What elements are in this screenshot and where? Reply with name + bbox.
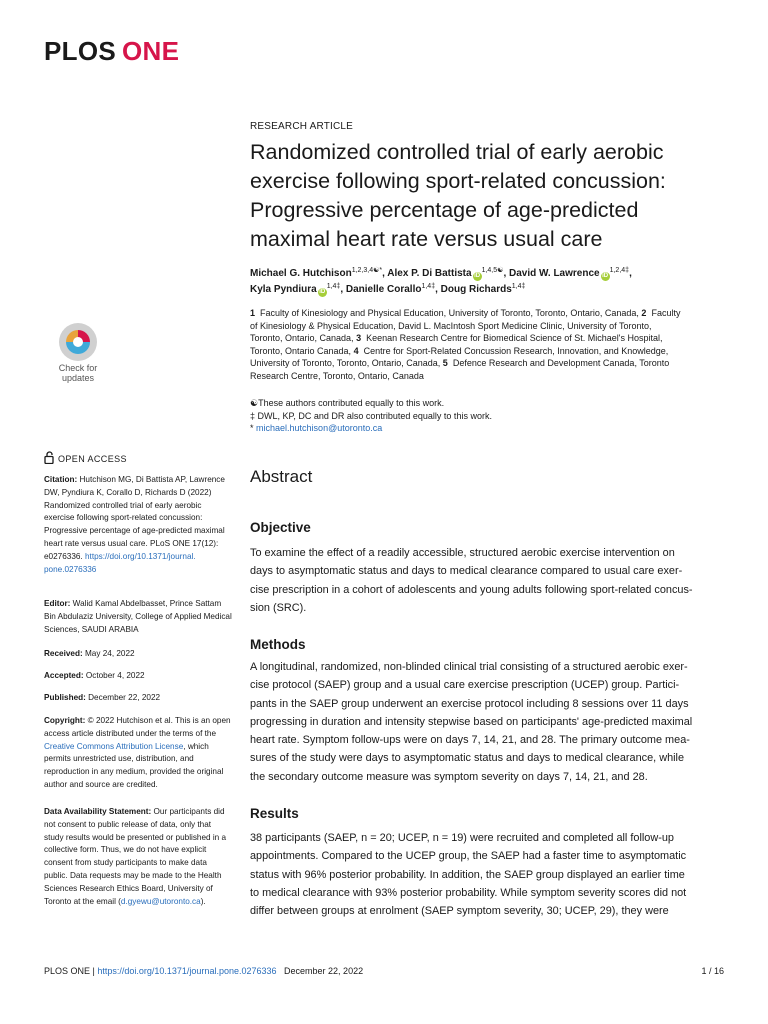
data-request-email-link[interactable]: d.gyewu@utoronto.ca [120,896,201,906]
citation-text: heart rate versus usual care. PLoS ONE 17(12): [44,538,219,548]
results-line: appointments. Compared to the UCEP group, the SAEP had a faster time to asymptomatic [250,850,687,863]
methods-line: pants in the SAEP group underwent an exercise protocol including 8 sessions over 11 days [250,697,689,710]
objective-line: days to asymptomatic status and days to medical clearance compared to usual care exer- [250,565,683,578]
check-updates-line2: updates [61,373,95,383]
objective-heading: Objective [250,520,311,535]
title-line: Progressive percentage of age-predicted [250,198,639,222]
author-affil-sup: 1,4‡ [421,283,436,290]
published-value: December 22, 2022 [88,693,161,702]
author-affil-sup: 1,4,5☯ [481,267,504,274]
affil-number: 2 [641,308,647,318]
author-name[interactable]: Michael G. Hutchison [250,268,352,279]
copyright-text: , which [183,741,209,751]
equal-contribution-note-2: ‡ DWL, KP, DC and DR also contributed equally to this work. [250,410,492,421]
data-availability-text: study results would be presented or published in a [44,832,227,842]
footer-date: December 22, 2022 [284,966,364,976]
title-line: exercise following sport-related concussion: [250,169,666,193]
copyright-block [44,715,234,792]
citation-block [44,474,234,576]
published-date [44,692,234,705]
abstract-heading: Abstract [250,467,313,486]
methods-line: the secondary outcome measure was symptom severity on days 7, 14, 21, and 28. [250,770,648,783]
objective-line: sion (SRC). [250,601,307,614]
citation-text: Hutchison MG, Di Battista AP, Lawrence [79,475,225,484]
results-line: status with 96% posterior probability. In addition, the SAEP group displayed an earlier time [250,868,685,881]
author-affil-sup: 1,2,4‡ [609,267,630,274]
footer-journal: PLOS ONE [44,966,91,976]
author-affil-sup: 1,4‡ [326,283,341,290]
affil-text: Toronto, Ontario, Canada, [250,333,354,344]
methods-paragraph [250,658,720,786]
methods-line: cise protocol (SAEP) group and a usual care exercise prescription (UCEP) group. Partici- [250,679,680,692]
author-name[interactable]: Doug Richards [440,284,512,295]
results-line: differ between groups at enrolment (SAEP symptom severity, 30; UCEP, 29), they were [250,905,669,918]
affil-number: 4 [353,345,359,356]
title-line: maximal heart rate versus usual care [250,227,603,251]
data-availability-text: consent from study participants to make data [44,858,207,868]
accepted-label: Accepted: [44,671,84,680]
accepted-date [44,670,234,683]
affil-number: 5 [442,358,448,369]
affil-text: Centre for Sport-Related Concussion Research, Innovation, and Knowledge, [363,345,669,356]
corresponding-star: * [250,423,254,433]
data-availability-text: ). [200,896,206,906]
editor-block [44,598,234,636]
objective-paragraph [250,544,720,617]
logo-one: ONE [122,36,180,66]
citation-text: Progressive percentage of age-predicted maximal [44,526,225,536]
journal-logo [44,36,179,67]
copyright-text: access article distributed under the terms of the [44,728,217,738]
article-type: RESEARCH ARTICLE [250,121,354,132]
affil-text: of Kinesiology & Physical Education, David L. MacIntosh Sport Medicine Clinic, University of Toronto, [250,320,652,331]
affil-text: Research Centre, Toronto, Ontario, Canada [250,370,424,381]
affil-text: University of Toronto, Toronto, Ontario, Canada, [250,358,441,369]
author-affil-sup: 1,2,3,4☯* [351,267,383,274]
open-access-badge [44,451,127,464]
editor-label: Editor: [44,599,71,608]
footer-doi-link[interactable]: https://doi.org/10.1371/journal.pone.0276336 [97,966,277,976]
affil-text: Faculty [651,308,681,318]
methods-line: A longitudinal, randomized, non-blinded clinical trial consisting of a structured aerobic exer- [250,661,688,673]
footer-separator: | [90,966,98,976]
editor-text: Sciences, SAUDI ARABIA [44,624,139,634]
copyright-label: Copyright: [44,716,86,725]
equal-contribution-note: These authors contributed equally to this work. [258,398,445,408]
orcid-icon[interactable]: iD [474,273,481,279]
data-availability-label: Data Availability Statement: [44,807,152,816]
open-access-label: OPEN ACCESS [58,454,127,464]
open-lock-icon [44,451,54,464]
page-number: 1 / 16 [701,966,724,976]
copyright-text: author and source are credited. [44,779,158,789]
accepted-value: October 4, 2022 [85,671,145,680]
check-for-updates-button[interactable] [44,320,112,388]
citation-text: exercise following sport-related concussion: [44,513,203,523]
check-updates-line1: Check for [58,363,98,373]
data-availability-text: Sciences Research Ethics Board, University of [44,883,213,893]
author-affil-sup: 1,4‡ [511,283,526,290]
author-name[interactable]: Alex P. Di Battista [387,268,472,279]
data-availability-text: Our participants did [153,807,225,816]
methods-line: progressing in duration and intensity stepwise based on participants' age-predicted maximal [250,715,693,728]
data-availability-block [44,806,234,908]
data-availability-text: not consent to public release of data, only that [44,819,212,829]
results-line: 38 participants (SAEP, n = 20; UCEP, n = 19) were recruited and completed all follow-up [250,832,674,844]
logo-plos: PLOS [44,36,116,66]
results-line: to medical clearance with 93% posterior probability. While symptom severity scores did not [250,886,687,899]
objective-line: cise prescription in a cohort of adolescents and young adults following sport-related concus- [250,583,693,596]
citation-text: Randomized controlled trial of early aerobic [44,500,202,510]
methods-line: sures of the study were days to asymptomatic status and days to medical clearance, while [250,752,685,765]
citation-text: e0276336. [44,551,83,561]
author-notes [250,397,720,435]
affil-number: 3 [356,333,362,344]
results-heading: Results [250,806,299,821]
editor-text: Walid Kamal Abdelbasset, Prince Sattam [72,599,222,608]
editor-text: Bin Abdulaziz University, College of Applied Medical [44,611,232,621]
affil-text: Faculty of Kinesiology and Physical Education, University of Toronto, Toronto, Ontario, Canada, [260,308,639,318]
license-link[interactable]: Creative Commons Attribution License [44,741,184,751]
title-line: Randomized controlled trial of early aerobic [250,140,664,164]
author-name[interactable]: Danielle Corallo [345,284,422,295]
corresponding-email-link[interactable]: michael.hutchison@utoronto.ca [256,423,383,433]
published-label: Published: [44,693,86,702]
equal-contribution-icon: ☯ [250,398,259,408]
affil-text: Keenan Research Centre for Biomedical Science of St. Michael's Hospital, [366,333,663,344]
article-title [250,138,720,254]
methods-heading: Methods [250,637,306,652]
citation-text: DW, Pyndiura K, Corallo D, Richards D (2022) [44,487,212,497]
affil-text: Toronto, Ontario Canada, [250,345,352,356]
received-value: May 24, 2022 [84,649,135,658]
affil-number: 1 [250,308,256,318]
citation-doi-link[interactable]: https://doi.org/10.1371/journal. [84,551,196,561]
author-list: Michael G. Hutchison$^{1,2,3,4☯*}$, Alex P. Di Battista $iD^{1,4,5☯}$, David W. Lawrence $iD^{1,2,4\ddagger}$, Kyla Pyndiura $iD^{1,4\ddagger}$, Danielle Corallo$^{1,4\ddagger}$, Doug Richards$^{1,4\ddagger}$ [250,267,632,295]
received-label: Received: [44,649,83,658]
data-availability-text: collective form. Thus, we do not have explicit [44,845,207,855]
results-paragraph [250,829,720,920]
page-footer [44,966,724,976]
objective-line: To examine the effect of a readily accessible, structured aerobic exercise intervention on [250,547,675,559]
methods-line: heart rate. Symptom follow-ups were on days 7, 14, 21, and 28. The primary outcome mea- [250,734,690,747]
data-availability-text: public. Data requests may be made to the Health [44,870,222,880]
copyright-text: reproduction in any medium, provided the original [44,767,224,777]
orcid-icon[interactable]: iD [319,289,326,295]
author-name[interactable]: David W. Lawrence [509,268,600,279]
citation-doi-link[interactable]: pone.0276336 [44,564,97,574]
affil-text: Defence Research and Development Canada, Toronto [452,358,670,369]
author-name[interactable]: Kyla Pyndiura [250,284,317,295]
copyright-text: permits unrestricted use, distribution, and [44,754,194,764]
check-updates-icon [44,320,112,364]
affiliations [250,307,720,383]
orcid-icon[interactable]: iD [602,273,609,279]
citation-label: Citation: [44,475,78,484]
copyright-text: © 2022 Hutchison et al. This is an open [87,716,231,725]
received-date [44,648,234,661]
data-availability-text: Toronto at the email ( [44,896,121,906]
